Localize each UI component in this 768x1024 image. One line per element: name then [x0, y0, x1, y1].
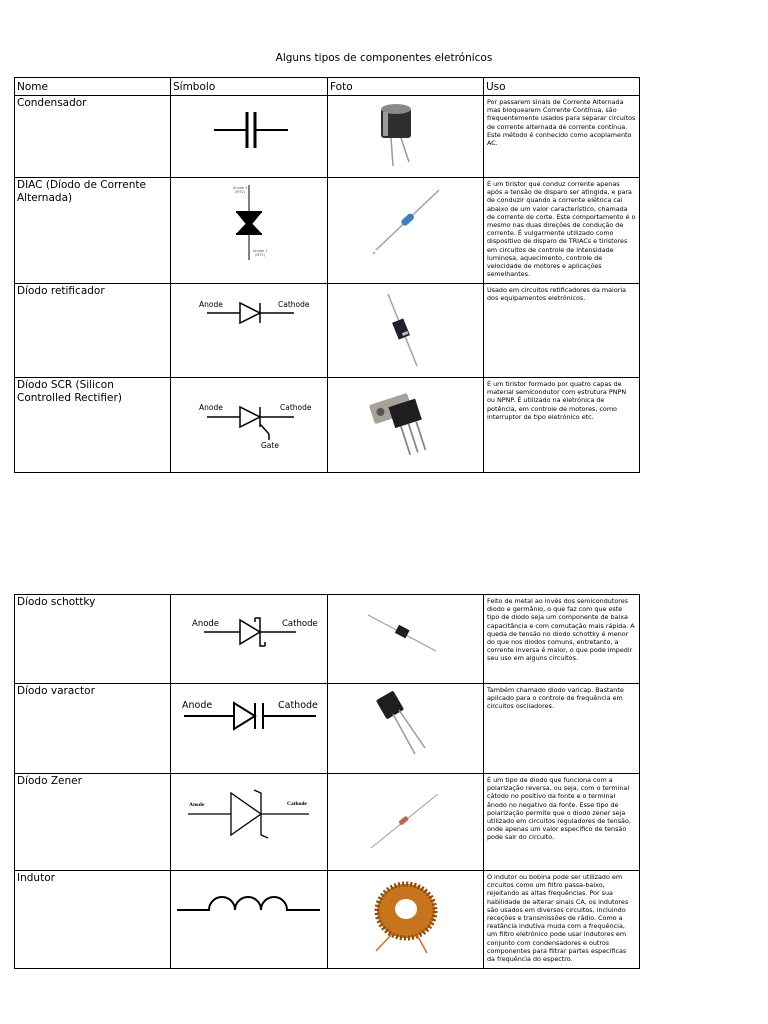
electrolytic-capacitor-photo-icon: [328, 96, 484, 178]
page-title: Alguns tipos de componentes eletrónicos: [275, 52, 493, 64]
component-use: Por passarem sinais de Corrente Alternada mas bloquearem Corrente Contínua, são frequentemente usados para separar circuitos de corrente alternada de corrente contínua. Este método é conhecido como acoplamento AC.: [484, 96, 640, 178]
component-use: O indutor ou bobina pode ser utilizado em circuitos como um filtro passa-baixo, rejeitando as altas frequências. Por sua habilidade de alterar sinais CA, os indutores são usados em diversos circuitos, incluindo receções e transmissões de rádio. Como a reatância indutiva muda com a frequência, um filtro eletrónico pode usar indutores em conjunto com condensadores e outros componentes para filtrar partes específicas da frequência do espectro.: [484, 871, 640, 969]
varactor-diode-symbol-icon: [171, 684, 328, 774]
component-name: Díodo varactor: [15, 684, 171, 774]
cathode-label: Cathode: [280, 402, 312, 412]
rectifier-diode-symbol-icon: [171, 284, 328, 378]
component-name: Condensador: [15, 96, 171, 178]
diac-photo-icon: [328, 178, 484, 284]
diac-top-label-2: (MT2): [235, 189, 246, 194]
schottky-diode-symbol-icon: [171, 595, 328, 684]
diac-bottom-label: Anode 1: [253, 248, 268, 253]
component-name: Díodo Zener: [15, 774, 171, 871]
component-name: Indutor: [15, 871, 171, 969]
inductor-symbol-icon: [171, 871, 328, 969]
cathode-label: Cathode: [278, 699, 318, 711]
component-use: Usado em circuitos retificadores da maioria dos equipamentos eletrónicos.: [484, 284, 640, 378]
component-use: É um tiristor formado por quatro capas de material semicondutor com estrutura PNPN ou NPNP. É utilizado na eletrónica de potência, em controle de motores, como interruptor de tipo eletrónico etc.: [484, 378, 640, 473]
anode-label: Anode: [199, 299, 223, 309]
table-row: [15, 378, 640, 473]
zener-diode-photo-icon: [328, 774, 484, 871]
scr-photo-icon: [328, 378, 484, 473]
component-use: É um tipo de diodo que funciona com a polarização reversa, ou seja, com o terminal cátodo no positivo da fonte e o terminal ânodo no negativo da fonte. Esse tipo de polarização permite que o diodo zener seja utilizado em circuitos reguladores de tensão, onde apenas um valor específico de tensão pode sair do circuito.: [484, 774, 640, 871]
diac-bottom-label-2: (MT1): [255, 252, 266, 257]
table-row: [15, 96, 640, 178]
anode-label: Anode: [199, 402, 223, 412]
cathode-label: Cathode: [287, 800, 307, 807]
anode-label: Anode: [189, 801, 205, 808]
anode-label: Anode: [182, 699, 213, 711]
component-name: Díodo schottky: [15, 595, 171, 684]
diac-symbol-icon: [171, 178, 328, 284]
component-use: Feito de metal ao invés dos semicondutores diodo e germânio, o que faz com que este tipo de diodo seja um componente de baixa capacitância e com comutação mais rápida. A queda de tensão no diodo schottky é menor do que nos diodos comuns, entretanto, a corrente inversa é maior, o que pode impedir seu uso em alguns circuitos.: [484, 595, 640, 684]
zener-diode-symbol-icon: [171, 774, 328, 871]
header-name: Nome: [15, 78, 171, 96]
gate-label: Gate: [261, 440, 279, 450]
component-use: Também chamado diodo varicap. Bastante aplicado para o controle de frequência em circuitos osciladores.: [484, 684, 640, 774]
toroidal-inductor-photo-icon: [328, 871, 484, 969]
table-row: [15, 178, 640, 284]
table-row: [15, 684, 640, 774]
header-photo: Foto: [328, 78, 484, 96]
cathode-label: Cathode: [278, 299, 310, 309]
table-row: [15, 595, 640, 684]
header-symbol: Símbolo: [171, 78, 328, 96]
components-table-2: [14, 594, 640, 969]
scr-symbol-icon: [171, 378, 328, 473]
anode-label: Anode: [192, 618, 220, 629]
header-use: Uso: [484, 78, 640, 96]
diac-top-label: Anode 2: [233, 185, 248, 190]
component-name: Díodo retificador: [15, 284, 171, 378]
rectifier-diode-photo-icon: [328, 284, 484, 378]
component-use: É um tiristor que conduz corrente apenas após a tensão de disparo ser atingida, e para de conduzir quando a corrente elétrica cai abaixo de um valor característico, chamada de corrente de corte. Este comportamento é o mesmo nas duas direções de condução de corrente. É vulgarmente utilizado como dispositivo de disparo de TRIACs e tiristores em circuitos de controle de intensidade luminosa, aquecimento, controle de velocidade de motores e aplicações semelhantes.: [484, 178, 640, 284]
varactor-diode-photo-icon: [328, 684, 484, 774]
component-name: Díodo SCR (Silicon Controlled Rectifier): [15, 378, 171, 473]
table-row: [15, 284, 640, 378]
table-row: [15, 774, 640, 871]
components-table-1: [14, 77, 640, 473]
table-row: [15, 871, 640, 969]
cathode-label: Cathode: [282, 618, 318, 629]
table-header-row: [15, 78, 640, 96]
schottky-diode-photo-icon: [328, 595, 484, 684]
capacitor-symbol-icon: [171, 96, 328, 178]
component-name: DIAC (Díodo de Corrente Alternada): [15, 178, 171, 284]
